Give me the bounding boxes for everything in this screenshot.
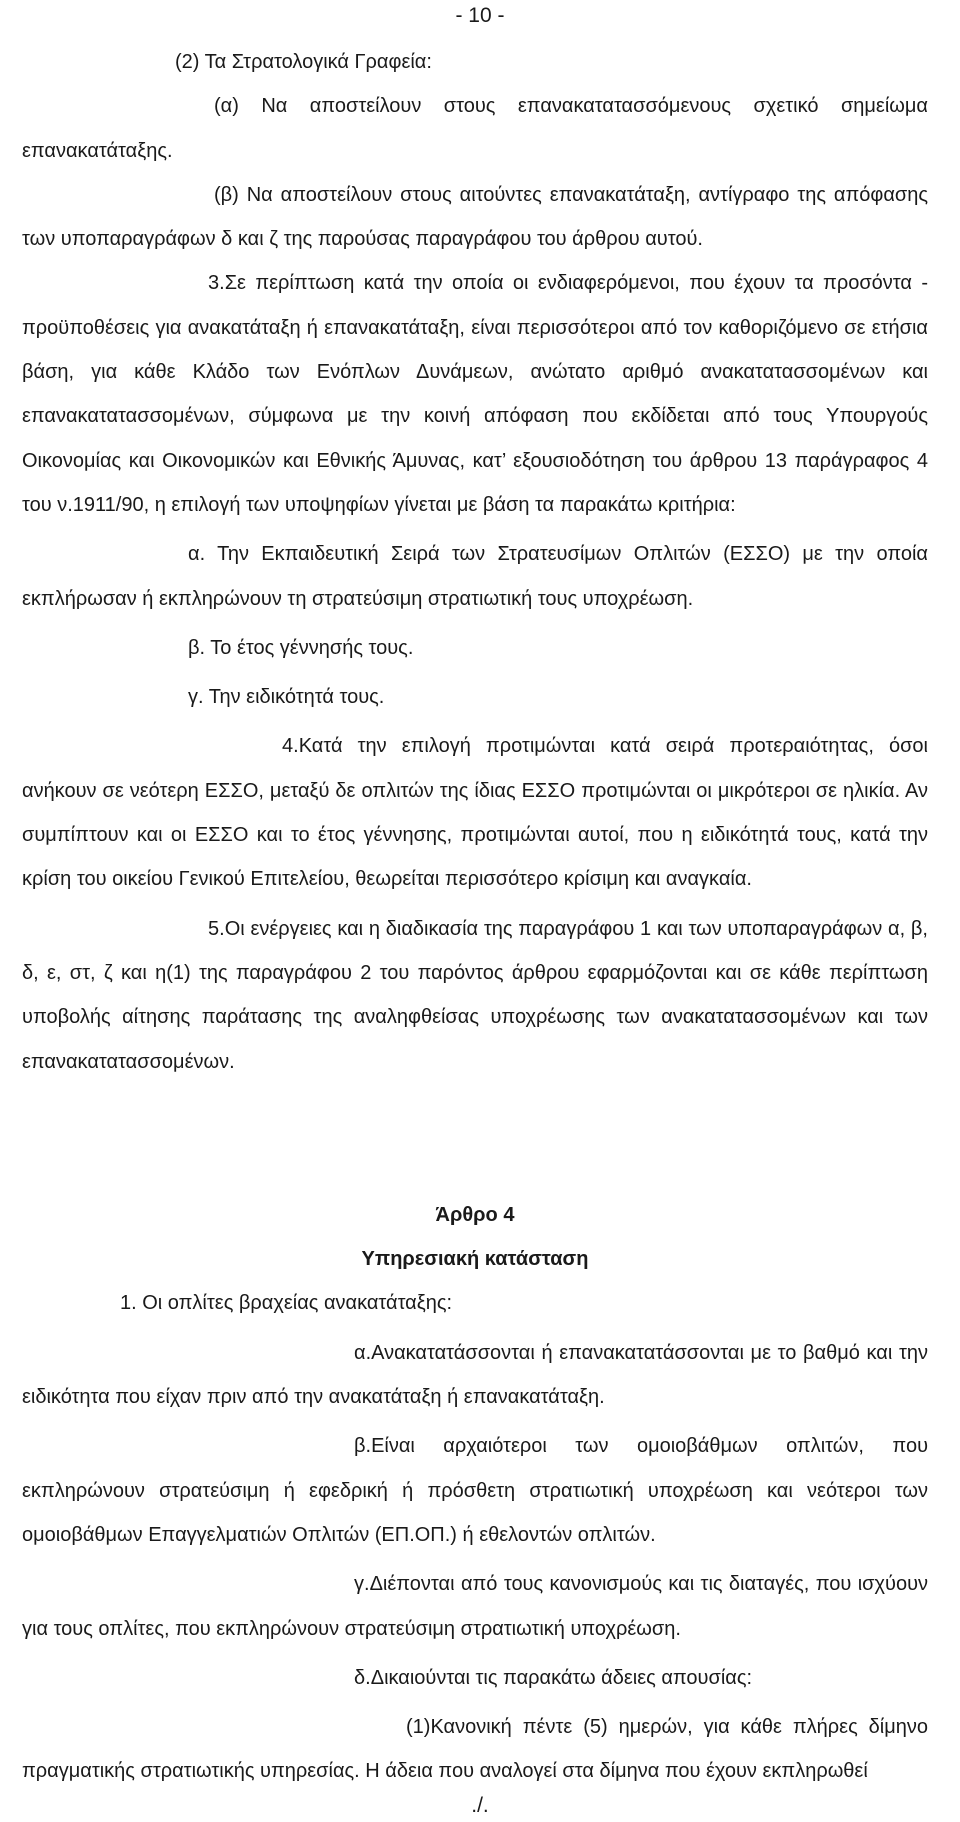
paragraph-4-text: Κατά την επιλογή προτιμώνται κατά σειρά προτεραιότητας, όσοι ανήκουν σε νεότερη ΕΣΣΟ, μεταξύ δε οπλιτών της ίδιας ΕΣΣΟ προτιμώνται οι μικρότεροι σε ηλικία. Αν συμπίπτουν και οι ΕΣΣΟ και το έτος γέννησης, προτιμώνται αυτοί, που η ειδικότητά τους, κατά την κρίση του οικείου Γενικού Επιτελείου, θεωρείται περισσότερο κρίσιμη και αναγκαία. <box>22 735 928 891</box>
item-1c-label: γ. <box>354 1573 370 1596</box>
page-number: - 10 - <box>455 4 505 27</box>
article-4-item-1b <box>22 1424 928 1557</box>
article-4-item-1d <box>22 1656 928 1700</box>
paragraph-3-number: 3. <box>208 272 225 295</box>
paragraph-4 <box>22 724 928 901</box>
paragraph-4-number: 4. <box>282 735 299 758</box>
paragraph-5 <box>22 907 928 1084</box>
item-1a-text: Ανακατατάσσονται ή επανακατατάσσονται με το βαθμό και την ειδικότητα που είχαν πριν από την ανακατάταξη ή επανακατάταξη. <box>22 1341 928 1409</box>
paragraph-5-number: 5. <box>208 917 225 940</box>
item-1c-text: Διέπονται από τους κανονισμούς και τις διαταγές, που ισχύουν για τους οπλίτες, που εκπληρώνουν στρατεύσιμη στρατιωτική υποχρέωση. <box>22 1573 928 1640</box>
item-1d-text: Δικαιούνται τις παρακάτω άδειες απουσίας: <box>370 1666 753 1689</box>
document-body <box>22 40 928 1794</box>
paragraph-2-heading: (2) Τα Στρατολογικά Γραφεία: <box>175 51 432 73</box>
paragraph-3 <box>22 261 928 527</box>
item-1a-label: α. <box>354 1341 372 1364</box>
paragraph-3b: β. Το έτος γέννησής τους. <box>188 636 414 659</box>
article-4-item-1c <box>22 1562 928 1651</box>
continuation-mark: ./. <box>471 1794 489 1817</box>
item-1d-label: δ. <box>354 1666 371 1689</box>
article-4-item-1: 1. Οι οπλίτες βραχείας ανακατάταξης: <box>120 1292 453 1315</box>
paragraph-2a: (α) Να αποστείλουν στους επανακατατασσόμενους σχετικό σημείωμα επανακατάταξης. <box>22 95 928 162</box>
paragraph-5-text: Οι ενέργειες και η διαδικασία της παραγράφου 1 και των υποπαραγράφων α, β, δ, ε, στ, ζ και η(1) της παραγράφου 2 του παρόντος άρθρου εφαρμόζονται και σε κάθε περίπτωση υποβολής αίτησης παράτασης της αναληφθείσας υποχρέωσης των ανακατατασσομένων και των επανακατατασσομένων. <box>22 917 928 1073</box>
item-1b-label: β. <box>354 1435 372 1458</box>
article-subtitle: Υπηρεσιακή κατάσταση <box>361 1248 589 1271</box>
paragraph-3a: α. Την Εκπαιδευτική Σειρά των Στρατευσίμων Οπλιτών (ΕΣΣΟ) με την οποία εκπλήρωσαν ή εκπληρώνουν τη στρατεύσιμη στρατιωτική τους υποχρέωση. <box>22 543 928 610</box>
article-4-item-1d-1 <box>22 1705 928 1794</box>
item-1d-1-text: Κανονική πέντε (5) ημερών, για κάθε πλήρες δίμηνο πραγματικής στρατιωτικής υπηρεσίας. Η άδεια που αναλογεί στα δίμηνα που έχουν εκπληρωθεί <box>22 1716 928 1783</box>
paragraph-3-text: Σε περίπτωση κατά την οποία οι ενδιαφερόμενοι, που έχουν τα προσόντα - προϋποθέσεις για ανακατάταξη ή επανακατάταξη, είναι περισσότεροι από τον καθοριζόμενο σε ετήσια βάση, για κάθε Κλάδο των Ενόπλων Δυνάμεων, ανώτατο αριθμό ανακατατασσομένων και επανακατατασσομένων, σύμφωνα με την κοινή απόφαση που εκδίδεται από τους Υπουργούς Οικονομίας και Οικονομικών και Εθνικής Άμυνας, κατ’ εξουσιοδότηση του άρθρου 13 παράγραφος 4 του ν.1911/90, η επιλογή των υποψηφίων γίνεται με βάση τα παρακάτω κριτήρια: <box>22 272 928 516</box>
paragraph-2b: (β) Να αποστείλουν στους αιτούντες επανακατάταξη, αντίγραφο της απόφασης των υποπαραγράφων δ και ζ της παρούσας παραγράφου του άρθρου αυτού. <box>22 183 928 251</box>
spacer <box>22 1084 928 1193</box>
article-title: Άρθρο 4 <box>435 1203 515 1226</box>
article-4-item-1a <box>22 1331 928 1420</box>
paragraph-3c: γ. Την ειδικότητά τους. <box>188 686 385 709</box>
item-1b-text: Είναι αρχαιότεροι των ομοιοβάθμων οπλιτών, που εκπληρώνουν στρατεύσιμη ή εφεδρική ή πρόσθετη στρατιωτική υποχρέωση και νεότεροι των ομοιοβάθμων Επαγγελματιών Οπλιτών (ΕΠ.ΟΠ.) ή εθελοντών οπλιτών. <box>22 1435 928 1546</box>
item-1d-1-label: (1) <box>406 1716 431 1739</box>
